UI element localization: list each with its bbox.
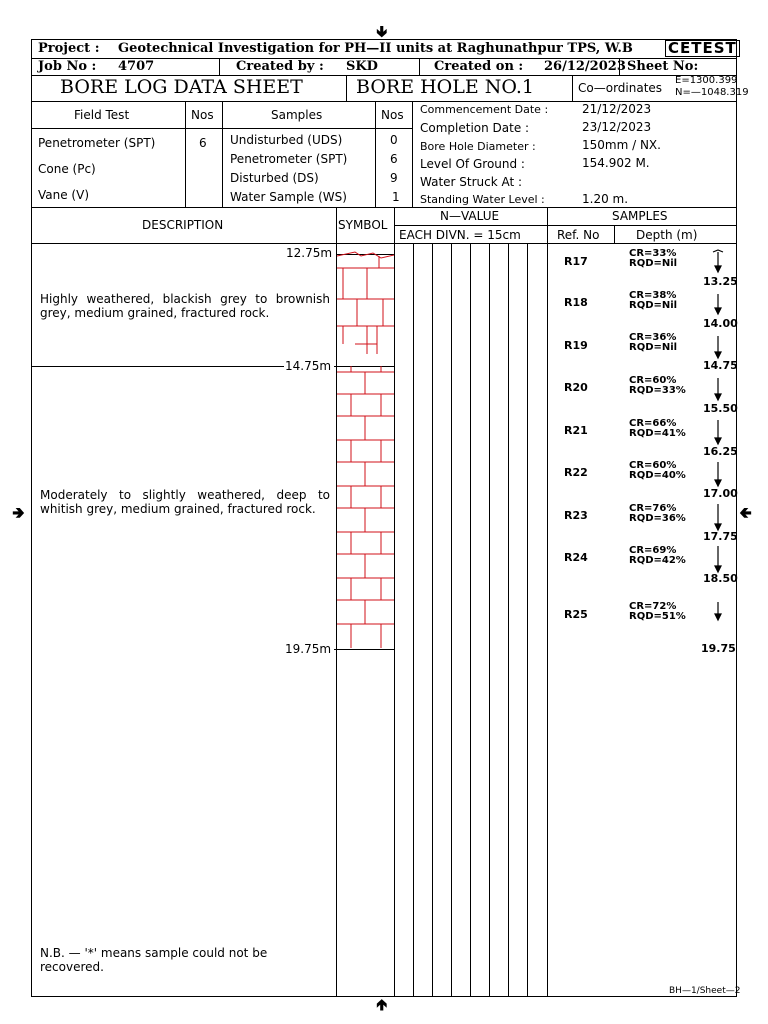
field-test-nos: 6 [199, 136, 207, 150]
sample-depth: 13.25 [703, 275, 738, 288]
info-label: Commencement Date : [420, 103, 549, 116]
sample-cr: CR=38% [629, 290, 677, 301]
sample-cr: CR=76% [629, 503, 677, 514]
coordinate-easting: E=1300.399 [675, 75, 738, 86]
info-value: 21/12/2023 [582, 102, 652, 116]
sample-ref: R25 [564, 608, 588, 621]
symbol-header: SYMBOL [338, 218, 388, 232]
layer-description: Moderately to slightly weathered, deep to whitish grey, medium grained, fractured rock. [40, 488, 330, 516]
sample-depth: 17.75 [703, 530, 738, 543]
sample-ref: R22 [564, 466, 588, 479]
sheet-no-label: Sheet No: [627, 59, 699, 74]
sample-depth: 18.50 [703, 572, 738, 585]
sample-ref: R24 [564, 551, 588, 564]
project-value: Geotechnical Investigation for PH—II units at Raghunathpur TPS, W.B [118, 41, 633, 56]
sample-type: Penetrometer (SPT) [230, 152, 348, 166]
sample-nos: 9 [390, 171, 398, 185]
field-test-header: Field Test [74, 108, 130, 122]
samples-nos-header: Nos [381, 108, 404, 122]
each-division-header: EACH DIVN. = 15cm [399, 228, 521, 242]
info-label: Level Of Ground : [420, 157, 525, 171]
sample-rqd: RQD=Nil [629, 300, 678, 311]
sample-nos: 0 [390, 133, 398, 147]
samples-section-header: SAMPLES [612, 209, 668, 223]
info-value: 154.902 M. [582, 156, 650, 170]
created-by-label: Created by : [236, 59, 324, 74]
info-label: Completion Date : [420, 121, 530, 135]
sheet-title: BORE LOG DATA SHEET [60, 76, 303, 98]
job-value: 4707 [118, 59, 155, 74]
top-center-arrow-icon: 🢃 [376, 22, 388, 41]
coordinate-northing: N=—1048.319 [675, 87, 749, 98]
sample-depth: 16.25 [703, 445, 738, 458]
created-by-value: SKD [346, 59, 378, 74]
sample-depth: 14.75 [703, 359, 738, 372]
bottom-center-arrow-icon: 🢁 [376, 995, 388, 1014]
sample-rqd: RQD=Nil [629, 258, 678, 269]
sample-rqd: RQD=40% [629, 470, 686, 481]
sample-ref: R19 [564, 339, 588, 352]
info-value: 150mm / NX. [582, 138, 661, 152]
layer-description: Highly weathered, blackish grey to brownish grey, medium grained, fractured rock. [40, 292, 330, 320]
sample-cr: CR=60% [629, 375, 677, 386]
right-center-arrow-icon: 🢀 [739, 503, 752, 522]
sample-cr: CR=60% [629, 460, 677, 471]
info-value: 1.20 m. [582, 192, 629, 206]
sample-type: Disturbed (DS) [230, 171, 319, 185]
info-label: Water Struck At : [420, 175, 523, 189]
symbol-column [337, 244, 394, 650]
footnote: N.B. — '*' means sample could not be recovered. [40, 946, 268, 974]
sample-cr: CR=69% [629, 545, 677, 556]
field-test-item: Cone (Pc) [38, 162, 96, 176]
job-label: Job No : [38, 59, 97, 74]
sample-ref: R18 [564, 296, 588, 309]
project-label: Project : [38, 41, 100, 56]
sample-rqd: RQD=36% [629, 513, 686, 524]
depth-header: Depth (m) [636, 228, 698, 242]
info-label: Standing Water Level : [420, 193, 545, 206]
info-label: Bore Hole Diameter : [420, 140, 536, 153]
layer-bottom-depth: 19.75m [285, 642, 332, 656]
sample-cr: CR=72% [629, 601, 677, 612]
created-on-value: 26/12/2023 [544, 59, 626, 74]
sample-ref: R20 [564, 381, 588, 394]
company-logo: CETEST [665, 40, 740, 57]
field-nos-header: Nos [191, 108, 214, 122]
sample-cr: CR=66% [629, 418, 677, 429]
sample-depth: 15.50 [703, 402, 738, 415]
sample-rqd: RQD=Nil [629, 342, 678, 353]
field-test-item: Penetrometer (SPT) [38, 136, 156, 150]
sample-rqd: RQD=41% [629, 428, 686, 439]
n-value-header: N—VALUE [440, 209, 500, 223]
sample-ref: R17 [564, 255, 588, 268]
ref-no-header: Ref. No [557, 228, 600, 242]
sample-cr: CR=36% [629, 332, 677, 343]
sample-rqd: RQD=42% [629, 555, 686, 566]
left-center-arrow-icon: 🢂 [12, 503, 25, 522]
sample-depth: 19.75 [701, 642, 736, 655]
sample-rqd: RQD=51% [629, 611, 686, 622]
sheet-reference: BH—1/Sheet—2 [669, 986, 741, 996]
sample-cr: CR=33% [629, 248, 677, 259]
sample-type: Water Sample (WS) [230, 190, 347, 204]
coordinates-label: Co—ordinates [578, 81, 663, 95]
sample-nos: 1 [392, 190, 400, 204]
sample-ref: R23 [564, 509, 588, 522]
created-on-label: Created on : [434, 59, 524, 74]
sample-nos: 6 [390, 152, 398, 166]
sample-type: Undisturbed (UDS) [230, 133, 343, 147]
description-header: DESCRIPTION [142, 218, 224, 232]
layer-bottom-depth: 14.75m [285, 359, 332, 373]
sample-ref: R21 [564, 424, 588, 437]
layer-top-depth: 12.75m [286, 246, 333, 260]
bore-hole-number: BORE HOLE NO.1 [356, 76, 534, 98]
sample-rqd: RQD=33% [629, 385, 686, 396]
info-value: 23/12/2023 [582, 120, 652, 134]
sample-depth: 17.00 [703, 487, 738, 500]
sample-depth: 14.00 [703, 317, 738, 330]
field-test-item: Vane (V) [38, 188, 90, 202]
samples-header: Samples [271, 108, 323, 122]
depth-arrows [708, 248, 728, 628]
